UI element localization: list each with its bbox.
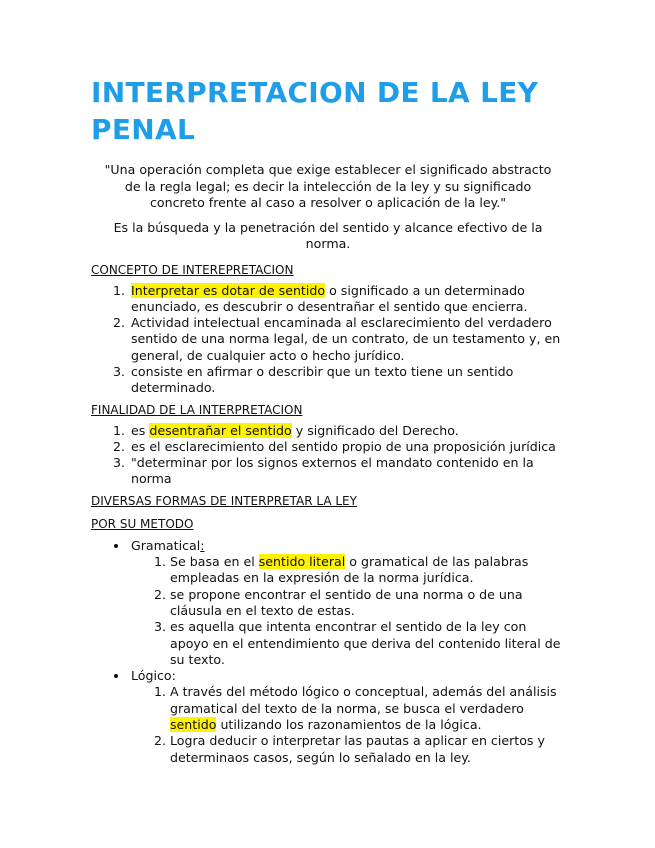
logico-list [131, 684, 565, 765]
lead-paragraph: Es la búsqueda y la penetración del sentido y alcance efectivo de la norma. [113, 219, 543, 251]
highlighted-text: Interpretar es dotar de sentido [131, 282, 326, 298]
list-item: 2. Actividad intelectual encaminada al esclarecimiento del verdadero sentido de una norma legal, de un contrato, de un testamento y, en general, de cualquier acto o hecho jurídico. [129, 315, 565, 364]
list-item-text: A través del método lógico o conceptual, además del análisis gramatical del texto de la norma, se busca el verdadero [170, 684, 557, 716]
highlighted-text: sentido [170, 717, 217, 733]
metodo-list [91, 538, 565, 766]
formas-heading: DIVERSAS FORMAS DE INTERPRETAR LA LEY [91, 493, 357, 508]
list-item: 2. es el esclarecimiento del sentido propio de una proposición jurídica [129, 439, 565, 455]
logico-label: Lógico: [131, 668, 176, 684]
list-item-gramatical [129, 538, 565, 668]
list-item-text: o gramatical de las palabras empleadas en la expresión de la norma jurídica. [170, 554, 529, 586]
concepto-list [91, 283, 565, 397]
list-item: 3. "determinar por los signos externos el mandato contenido en la norma [129, 455, 565, 488]
list-item-text: utilizando los razonamientos de la lógica. [216, 717, 482, 733]
list-item [129, 423, 565, 439]
metodo-subheading: POR SU METODO [91, 516, 194, 531]
highlighted-text: sentido literal [258, 554, 346, 570]
concepto-heading: CONCEPTO DE INTEREPRETACION [91, 262, 294, 277]
list-item-text: Se basa en el [170, 554, 259, 570]
definition-quote: "Una operación completa que exige establecer el significado abstracto de la regla legal; es decir la intelección de la ley y su significado concreto frente al caso a resolver o aplicación de la ley." [104, 162, 552, 210]
list-item-text: y significado del Derecho. [291, 422, 459, 438]
list-item [170, 684, 565, 733]
list-item-text: es [131, 422, 150, 438]
gramatical-colon: : [200, 537, 205, 553]
highlighted-text: desentrañar el sentido [149, 422, 292, 438]
list-item: 3. consiste en afirmar o describir que un texto tiene un sentido determinado. [129, 364, 565, 397]
document-title: INTERPRETACION DE LA LEY PENAL [91, 76, 539, 146]
finalidad-list [91, 423, 565, 488]
finalidad-heading: FINALIDAD DE LA INTERPRETACION [91, 402, 303, 417]
gramatical-list [131, 554, 565, 668]
list-item-logico [129, 668, 565, 766]
list-item [170, 554, 565, 587]
list-item-text: o significado a un determinado enunciado, es descubrir o desentrañar el sentido que encierra. [131, 282, 528, 314]
list-item: 3. es aquella que intenta encontrar el sentido de la ley con apoyo en el entendimiento que deriva del contenido literal de su texto. [170, 619, 565, 668]
gramatical-label: Gramatical [131, 537, 201, 553]
list-item: 2. Logra deducir o interpretar las pautas a aplicar en ciertos y determinaos casos, según lo señalado en la ley. [170, 733, 565, 766]
list-item: 2. se propone encontrar el sentido de una norma o de una cláusula en el texto de estas. [170, 587, 565, 620]
list-item [129, 283, 565, 316]
